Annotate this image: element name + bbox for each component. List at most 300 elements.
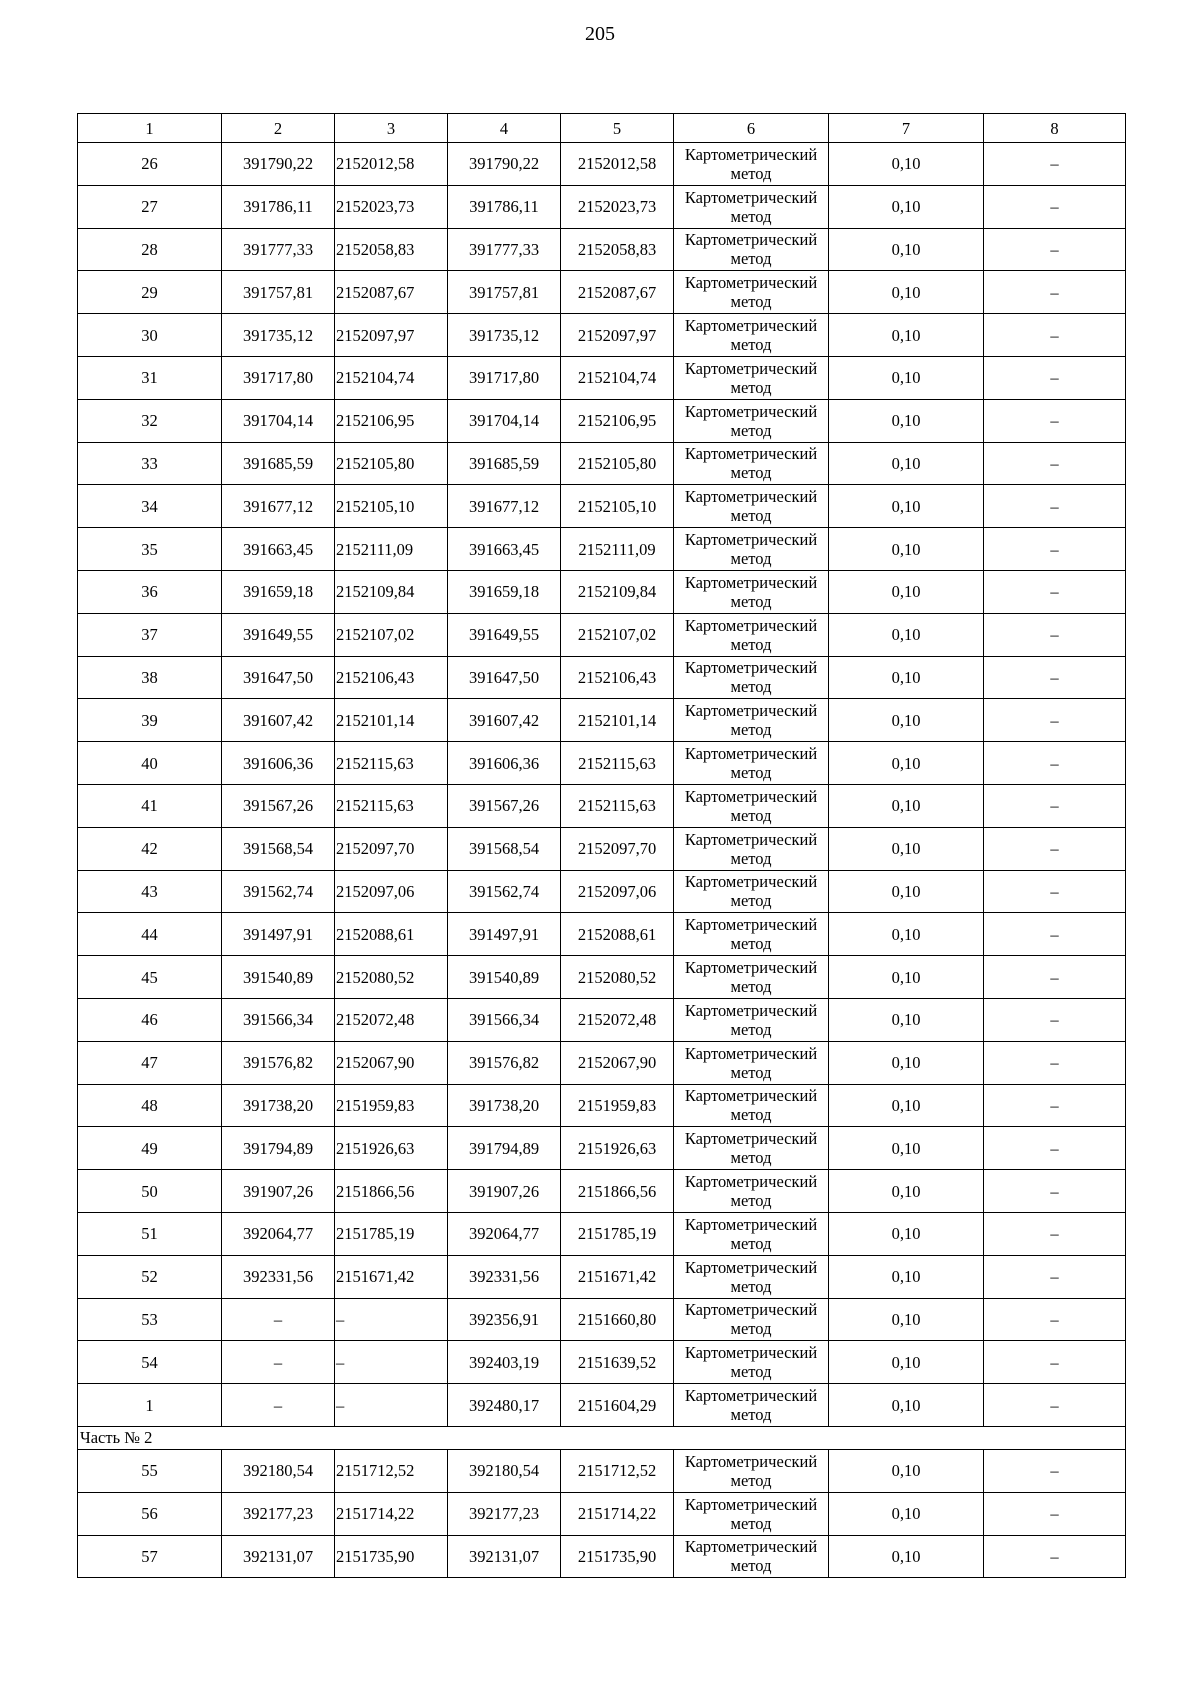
table-cell: 2152104,74 — [335, 356, 448, 399]
table-cell: 2151714,22 — [561, 1492, 674, 1535]
table-cell: Картометрический метод — [674, 314, 829, 357]
table-cell: 0,10 — [829, 1341, 984, 1384]
table-cell: 2152115,63 — [335, 742, 448, 785]
table-cell: 2152101,14 — [335, 699, 448, 742]
table-cell: – — [984, 1341, 1126, 1384]
table-row — [78, 442, 1126, 485]
table-cell: 391738,20 — [448, 1084, 561, 1127]
table-cell: 391790,22 — [448, 143, 561, 186]
table-cell: 2151712,52 — [561, 1449, 674, 1492]
table-cell: 391576,82 — [448, 1041, 561, 1084]
table-cell: 2152072,48 — [335, 998, 448, 1041]
table-cell: 2152109,84 — [335, 570, 448, 613]
table-row — [78, 356, 1126, 399]
table-cell: – — [984, 314, 1126, 357]
table-cell: 2152023,73 — [561, 185, 674, 228]
table-cell: 0,10 — [829, 185, 984, 228]
table-cell: 2151785,19 — [561, 1212, 674, 1255]
table-cell: – — [984, 143, 1126, 186]
table-cell: – — [984, 185, 1126, 228]
table-cell: – — [984, 399, 1126, 442]
table-cell: 391717,80 — [222, 356, 335, 399]
table-cell: 0,10 — [829, 442, 984, 485]
table-cell: – — [984, 356, 1126, 399]
table-cell: 391757,81 — [222, 271, 335, 314]
table-row — [78, 1255, 1126, 1298]
table-cell: 2151712,52 — [335, 1449, 448, 1492]
table-cell: – — [984, 1449, 1126, 1492]
table-cell: 0,10 — [829, 1384, 984, 1427]
table-cell: 392180,54 — [448, 1449, 561, 1492]
table-cell: 2151735,90 — [561, 1535, 674, 1578]
table-row — [78, 271, 1126, 314]
table-cell: 391735,12 — [448, 314, 561, 357]
table-cell: 2151926,63 — [335, 1127, 448, 1170]
table-cell: 391790,22 — [222, 143, 335, 186]
table-cell: 391757,81 — [448, 271, 561, 314]
table-cell: 392180,54 — [222, 1449, 335, 1492]
table-cell: Картометрический метод — [674, 143, 829, 186]
table-cell: 2152058,83 — [335, 228, 448, 271]
table-cell: 2152105,80 — [335, 442, 448, 485]
table-cell: 2151785,19 — [335, 1212, 448, 1255]
table-cell: 35 — [78, 528, 222, 571]
table-cell: Картометрический метод — [674, 399, 829, 442]
table-cell: 2152097,70 — [335, 827, 448, 870]
table-cell: 0,10 — [829, 784, 984, 827]
table-cell: – — [335, 1341, 448, 1384]
table-cell: Картометрический метод — [674, 699, 829, 742]
table-cell: 30 — [78, 314, 222, 357]
table-cell: – — [984, 1384, 1126, 1427]
table-cell: Картометрический метод — [674, 956, 829, 999]
table-cell: Картометрический метод — [674, 271, 829, 314]
table-cell: 391606,36 — [448, 742, 561, 785]
table-cell: 2151639,52 — [561, 1341, 674, 1384]
table-cell: 391497,91 — [448, 913, 561, 956]
header-cell: 2 — [222, 114, 335, 143]
table-cell: 0,10 — [829, 827, 984, 870]
table-cell: – — [984, 485, 1126, 528]
table-cell: 391566,34 — [448, 998, 561, 1041]
table-cell: 391907,26 — [222, 1170, 335, 1213]
table-cell: 0,10 — [829, 699, 984, 742]
table-row — [78, 185, 1126, 228]
table-cell: 391562,74 — [448, 870, 561, 913]
table-cell: – — [335, 1384, 448, 1427]
table-cell: – — [984, 442, 1126, 485]
table-cell: Картометрический метод — [674, 442, 829, 485]
table-cell: 2152101,14 — [561, 699, 674, 742]
table-cell: 391647,50 — [448, 656, 561, 699]
table-cell: 391777,33 — [448, 228, 561, 271]
table-cell: 2152067,90 — [335, 1041, 448, 1084]
table-cell: Картометрический метод — [674, 1212, 829, 1255]
table-cell: 36 — [78, 570, 222, 613]
table-cell: 391567,26 — [448, 784, 561, 827]
table-cell: – — [984, 1492, 1126, 1535]
table-cell: 391735,12 — [222, 314, 335, 357]
table-cell: Картометрический метод — [674, 1170, 829, 1213]
table-cell: – — [984, 656, 1126, 699]
table-cell: 392177,23 — [222, 1492, 335, 1535]
table-row — [78, 1170, 1126, 1213]
table-cell: 0,10 — [829, 271, 984, 314]
table-cell: 391685,59 — [448, 442, 561, 485]
table-cell: 1 — [78, 1384, 222, 1427]
table-cell: 2152097,06 — [335, 870, 448, 913]
table-cell: 391566,34 — [222, 998, 335, 1041]
table-row — [78, 742, 1126, 785]
table-cell: 0,10 — [829, 1449, 984, 1492]
table-cell: 2152080,52 — [561, 956, 674, 999]
table-cell: – — [984, 742, 1126, 785]
table-cell: 31 — [78, 356, 222, 399]
table-cell: 391777,33 — [222, 228, 335, 271]
table-row — [78, 1384, 1126, 1427]
table-row — [78, 570, 1126, 613]
table-cell: 2152107,02 — [335, 613, 448, 656]
table-cell: 2151926,63 — [561, 1127, 674, 1170]
table-row — [78, 784, 1126, 827]
table-cell: 2152115,63 — [335, 784, 448, 827]
table-cell: – — [984, 1535, 1126, 1578]
table-cell: 44 — [78, 913, 222, 956]
table-cell: 50 — [78, 1170, 222, 1213]
table-row — [78, 613, 1126, 656]
table-row — [78, 314, 1126, 357]
table-cell: 2152106,43 — [335, 656, 448, 699]
table-cell: Картометрический метод — [674, 570, 829, 613]
table-cell: Картометрический метод — [674, 784, 829, 827]
table-cell: 2152106,95 — [561, 399, 674, 442]
table-cell: 27 — [78, 185, 222, 228]
table-cell: 0,10 — [829, 528, 984, 571]
table-cell: 0,10 — [829, 314, 984, 357]
table-cell: – — [222, 1298, 335, 1341]
table-cell: 48 — [78, 1084, 222, 1127]
table-cell: 2152023,73 — [335, 185, 448, 228]
table-cell: Картометрический метод — [674, 485, 829, 528]
table-cell: 391568,54 — [448, 827, 561, 870]
table-cell: – — [335, 1298, 448, 1341]
table-cell: – — [984, 1170, 1126, 1213]
table-cell: – — [984, 271, 1126, 314]
table-cell: – — [984, 570, 1126, 613]
table-cell: – — [984, 228, 1126, 271]
table-cell: 46 — [78, 998, 222, 1041]
table-cell: 392131,07 — [222, 1535, 335, 1578]
table-cell: 0,10 — [829, 1492, 984, 1535]
table-cell: 2152107,02 — [561, 613, 674, 656]
table-cell: 45 — [78, 956, 222, 999]
table-cell: 391663,45 — [222, 528, 335, 571]
table-cell: 391907,26 — [448, 1170, 561, 1213]
table-cell: 391649,55 — [448, 613, 561, 656]
table-cell: 391540,89 — [222, 956, 335, 999]
table-cell: – — [984, 913, 1126, 956]
table-cell: 2152115,63 — [561, 784, 674, 827]
table-cell: 391649,55 — [222, 613, 335, 656]
table-cell: 28 — [78, 228, 222, 271]
table-cell: 391606,36 — [222, 742, 335, 785]
table-cell: Картометрический метод — [674, 1535, 829, 1578]
table-cell: 392480,17 — [448, 1384, 561, 1427]
table-cell: 33 — [78, 442, 222, 485]
table-cell: Картометрический метод — [674, 1449, 829, 1492]
table-cell: 0,10 — [829, 1170, 984, 1213]
header-cell: 5 — [561, 114, 674, 143]
table-cell: 391497,91 — [222, 913, 335, 956]
table-cell: 392131,07 — [448, 1535, 561, 1578]
table-cell: 49 — [78, 1127, 222, 1170]
table-cell: 391677,12 — [448, 485, 561, 528]
table-cell: Картометрический метод — [674, 742, 829, 785]
table-cell: 2152012,58 — [335, 143, 448, 186]
table-cell: 2152097,97 — [335, 314, 448, 357]
table-cell: 391663,45 — [448, 528, 561, 571]
table-cell: 2152109,84 — [561, 570, 674, 613]
table-cell: 43 — [78, 870, 222, 913]
table-cell: Картометрический метод — [674, 827, 829, 870]
coordinates-table — [77, 113, 1126, 1578]
table-cell: 2152080,52 — [335, 956, 448, 999]
table-cell: Картометрический метод — [674, 356, 829, 399]
table-cell: 34 — [78, 485, 222, 528]
table-cell: – — [222, 1384, 335, 1427]
table-cell: 2152104,74 — [561, 356, 674, 399]
table-row — [78, 1341, 1126, 1384]
table-cell: 391607,42 — [222, 699, 335, 742]
table-cell: 2152058,83 — [561, 228, 674, 271]
table-cell: 2152087,67 — [561, 271, 674, 314]
table-cell: 38 — [78, 656, 222, 699]
table-cell: 2152105,80 — [561, 442, 674, 485]
page-number: 205 — [585, 23, 615, 45]
table-row — [78, 1492, 1126, 1535]
table-cell: – — [984, 1084, 1126, 1127]
table-cell: 391786,11 — [222, 185, 335, 228]
table-cell: 392177,23 — [448, 1492, 561, 1535]
table-cell: 0,10 — [829, 1255, 984, 1298]
table-row — [78, 913, 1126, 956]
header-cell: 7 — [829, 114, 984, 143]
table-cell: Картометрический метод — [674, 528, 829, 571]
table-cell: 2152087,67 — [335, 271, 448, 314]
table-cell: 29 — [78, 271, 222, 314]
table-cell: 0,10 — [829, 1212, 984, 1255]
header-cell: 3 — [335, 114, 448, 143]
table-row — [78, 1127, 1126, 1170]
table-cell: 0,10 — [829, 143, 984, 186]
table-cell: 391794,89 — [222, 1127, 335, 1170]
table-cell: 391562,74 — [222, 870, 335, 913]
table-cell: 392331,56 — [448, 1255, 561, 1298]
table-cell: 391685,59 — [222, 442, 335, 485]
section-row — [78, 1426, 1126, 1449]
table-cell: 0,10 — [829, 356, 984, 399]
header-row — [78, 114, 1126, 143]
table-row — [78, 485, 1126, 528]
table-cell: Картометрический метод — [674, 1341, 829, 1384]
table-cell: 0,10 — [829, 1535, 984, 1578]
table-row — [78, 699, 1126, 742]
table-cell: – — [984, 1041, 1126, 1084]
section-label: Часть № 2 — [78, 1426, 1126, 1449]
table-cell: 0,10 — [829, 1041, 984, 1084]
table-cell: 55 — [78, 1449, 222, 1492]
table-cell: – — [984, 699, 1126, 742]
table-row — [78, 1084, 1126, 1127]
table-cell: 391607,42 — [448, 699, 561, 742]
table-cell: Картометрический метод — [674, 1255, 829, 1298]
table-cell: Картометрический метод — [674, 998, 829, 1041]
table-cell: 392356,91 — [448, 1298, 561, 1341]
table-cell: 2152088,61 — [561, 913, 674, 956]
header-cell: 1 — [78, 114, 222, 143]
table-cell: 0,10 — [829, 399, 984, 442]
table-cell: 0,10 — [829, 613, 984, 656]
table-cell: 391738,20 — [222, 1084, 335, 1127]
table-cell: 2152111,09 — [561, 528, 674, 571]
table-row — [78, 870, 1126, 913]
table-cell: 391677,12 — [222, 485, 335, 528]
header-cell: 4 — [448, 114, 561, 143]
table-cell: 0,10 — [829, 913, 984, 956]
table-cell: 0,10 — [829, 1127, 984, 1170]
table-cell: 392331,56 — [222, 1255, 335, 1298]
table-cell: 47 — [78, 1041, 222, 1084]
table-cell: 2151671,42 — [561, 1255, 674, 1298]
table-cell: Картометрический метод — [674, 656, 829, 699]
table-row — [78, 1449, 1126, 1492]
table-cell: – — [984, 784, 1126, 827]
table-cell: – — [984, 1298, 1126, 1341]
table-cell: Картометрический метод — [674, 870, 829, 913]
table-cell: 0,10 — [829, 742, 984, 785]
table-cell: Картометрический метод — [674, 1127, 829, 1170]
table-cell: 56 — [78, 1492, 222, 1535]
table-cell: 0,10 — [829, 998, 984, 1041]
table-row — [78, 1212, 1126, 1255]
table-cell: – — [222, 1341, 335, 1384]
table-cell: 40 — [78, 742, 222, 785]
table-row — [78, 998, 1126, 1041]
table-cell: 37 — [78, 613, 222, 656]
table-cell: 391794,89 — [448, 1127, 561, 1170]
table-cell: Картометрический метод — [674, 1084, 829, 1127]
table-cell: 2151866,56 — [561, 1170, 674, 1213]
table-cell: 0,10 — [829, 485, 984, 528]
table-row — [78, 399, 1126, 442]
table-cell: 57 — [78, 1535, 222, 1578]
table-cell: 2152105,10 — [335, 485, 448, 528]
table-cell: 0,10 — [829, 956, 984, 999]
table-cell: – — [984, 613, 1126, 656]
table-cell: 0,10 — [829, 870, 984, 913]
table-cell: 2152067,90 — [561, 1041, 674, 1084]
table-cell: 26 — [78, 143, 222, 186]
table-cell: 2152106,95 — [335, 399, 448, 442]
header-cell: 6 — [674, 114, 829, 143]
table-cell: – — [984, 827, 1126, 870]
table-cell: 42 — [78, 827, 222, 870]
table-cell: – — [984, 998, 1126, 1041]
table-cell: 391647,50 — [222, 656, 335, 699]
table-cell: 391704,14 — [222, 399, 335, 442]
table-cell: 2152115,63 — [561, 742, 674, 785]
table-cell: Картометрический метод — [674, 185, 829, 228]
table-cell: 2152072,48 — [561, 998, 674, 1041]
table-cell: 2151959,83 — [561, 1084, 674, 1127]
table-cell: 2151671,42 — [335, 1255, 448, 1298]
table-cell: 391704,14 — [448, 399, 561, 442]
table-cell: 0,10 — [829, 570, 984, 613]
table-cell: Картометрический метод — [674, 1298, 829, 1341]
table-cell: 392064,77 — [448, 1212, 561, 1255]
header-cell: 8 — [984, 114, 1126, 143]
table-cell: 2152097,06 — [561, 870, 674, 913]
table-row — [78, 956, 1126, 999]
table-cell: Картометрический метод — [674, 913, 829, 956]
table-cell: 53 — [78, 1298, 222, 1341]
table-row — [78, 228, 1126, 271]
table-cell: – — [984, 956, 1126, 999]
table-cell: 2152012,58 — [561, 143, 674, 186]
table-body — [78, 114, 1126, 1578]
table-cell: Картометрический метод — [674, 1041, 829, 1084]
table-cell: – — [984, 870, 1126, 913]
table-cell: 2152105,10 — [561, 485, 674, 528]
table-cell: 391568,54 — [222, 827, 335, 870]
table-row — [78, 1535, 1126, 1578]
table-cell: 391659,18 — [448, 570, 561, 613]
table-cell: – — [984, 1127, 1126, 1170]
table-cell: 2151866,56 — [335, 1170, 448, 1213]
table-cell: 392403,19 — [448, 1341, 561, 1384]
table-cell: 2152097,70 — [561, 827, 674, 870]
table-row — [78, 1298, 1126, 1341]
table-cell: Картометрический метод — [674, 1492, 829, 1535]
table-cell: – — [984, 1255, 1126, 1298]
table-cell: 2151604,29 — [561, 1384, 674, 1427]
table-cell: 2151959,83 — [335, 1084, 448, 1127]
table-cell: 32 — [78, 399, 222, 442]
table-row — [78, 827, 1126, 870]
table-cell: 54 — [78, 1341, 222, 1384]
table-cell: 2151735,90 — [335, 1535, 448, 1578]
table-cell: Картометрический метод — [674, 613, 829, 656]
table-cell: 2152106,43 — [561, 656, 674, 699]
table-cell: 39 — [78, 699, 222, 742]
table-cell: 0,10 — [829, 1084, 984, 1127]
table-cell: 392064,77 — [222, 1212, 335, 1255]
table-cell: – — [984, 1212, 1126, 1255]
table-cell: Картометрический метод — [674, 1384, 829, 1427]
table-cell: 41 — [78, 784, 222, 827]
table-cell: Картометрический метод — [674, 228, 829, 271]
table-cell: 2152111,09 — [335, 528, 448, 571]
table-cell: 391786,11 — [448, 185, 561, 228]
table-cell: 0,10 — [829, 656, 984, 699]
table-cell: 391717,80 — [448, 356, 561, 399]
table-cell: 391567,26 — [222, 784, 335, 827]
table-cell: 2151714,22 — [335, 1492, 448, 1535]
table-cell: 391576,82 — [222, 1041, 335, 1084]
table-cell: 2152097,97 — [561, 314, 674, 357]
table-cell: 391659,18 — [222, 570, 335, 613]
table-cell: 0,10 — [829, 1298, 984, 1341]
